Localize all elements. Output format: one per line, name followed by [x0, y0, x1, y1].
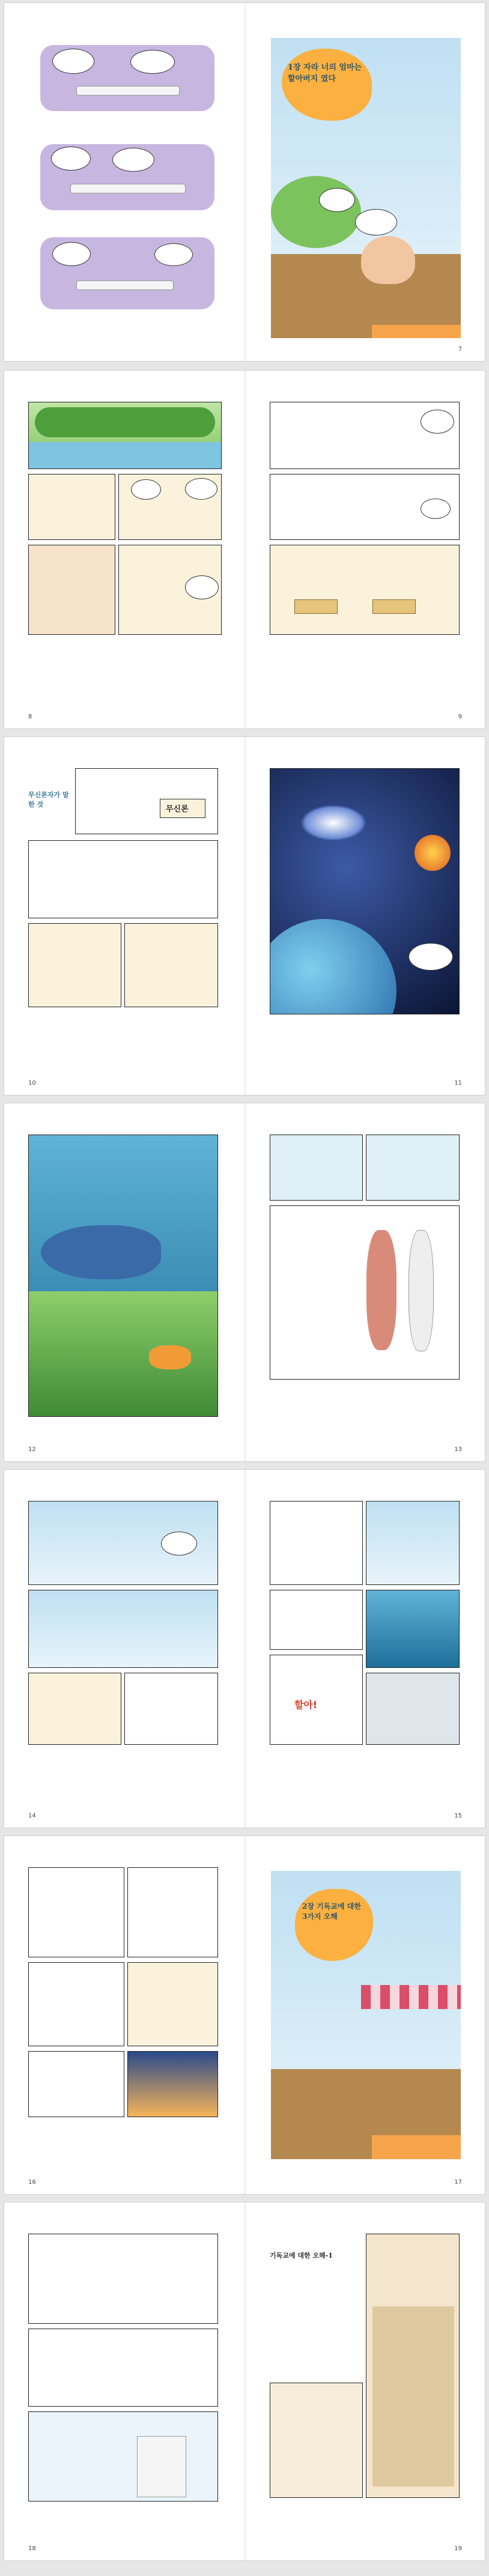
spread-5: [4, 1469, 485, 1828]
page-number: 10: [28, 1080, 36, 1086]
lake: [29, 442, 222, 469]
page-number: 11: [454, 1080, 462, 1086]
page-15: [246, 1470, 486, 1828]
speech-bubble: [319, 188, 355, 212]
panel-ocean-whale: [28, 1135, 218, 1417]
sun: [415, 835, 451, 871]
page-10: [4, 737, 244, 1095]
grandparents-figure: [361, 236, 415, 284]
page-8: [4, 371, 244, 729]
spread-7: [4, 2202, 485, 2561]
speech-bubble: [154, 243, 193, 266]
panel-talk-1: [28, 2234, 218, 2324]
speech-bubble: [52, 49, 94, 74]
panel-benches-2: [40, 144, 214, 210]
page-9: [246, 371, 486, 729]
page-18: [4, 2202, 244, 2560]
chapter-title-badge: [295, 1889, 373, 1961]
spread-6: [4, 1835, 485, 2195]
page-number: 9: [458, 714, 462, 720]
animal-figure: [76, 86, 180, 95]
sign: [294, 599, 338, 614]
speech-bubble: [409, 943, 453, 971]
section-title: 기독교에 대한 오해-1: [270, 2252, 333, 2259]
speech-bubble: [130, 50, 175, 74]
chapter-title: 2장 기독교에 대한 3가지 오해: [302, 1902, 361, 1921]
panel-boy-4: [127, 1962, 218, 2046]
page-7: [246, 3, 486, 361]
page-number: 7: [458, 346, 462, 353]
page-number: 19: [454, 2545, 462, 2552]
speech-bubble: [131, 479, 161, 500]
page-12: [4, 1103, 244, 1461]
spread-2: [4, 370, 485, 729]
chapter-opener-panel: [271, 38, 461, 338]
panel-boy-2: [127, 1867, 218, 1957]
panel-ship-1: [270, 1501, 363, 1585]
sign: [372, 599, 416, 614]
bench: [70, 184, 186, 193]
page-19: [246, 2202, 486, 2560]
anatomy-figure: [366, 1230, 396, 1350]
panel-explosion: [124, 1673, 218, 1745]
panel-thinking: [270, 1590, 363, 1650]
panel-debate-1: [28, 923, 121, 1007]
panel-boy-1: [28, 1867, 124, 1957]
panel-fish: [28, 1673, 121, 1745]
panel-old-men: [270, 2383, 363, 2498]
earth: [270, 919, 396, 1014]
spread-3: [4, 736, 485, 1096]
panel-family: [28, 545, 115, 635]
page-14: [4, 1470, 244, 1828]
panel-old-man: [28, 1590, 218, 1668]
section-title: 무신론자가 말한 것: [28, 791, 69, 808]
exclaim-text: 할아!: [294, 1699, 318, 1711]
speech-bubble: [421, 499, 451, 519]
speech-bubble: [51, 147, 91, 171]
spread-4: [4, 1103, 485, 1462]
panel-boy-5: [28, 2051, 124, 2117]
panel-man-glasses: [118, 545, 222, 635]
panel-kids-talk: [270, 402, 460, 469]
speech-bubble: [355, 209, 397, 235]
panel-silhouette: [127, 2051, 218, 2117]
panel-benches-1: [40, 45, 214, 111]
chapter-title: 1장 자라 너의 엄마는 할아버지 였다: [288, 63, 362, 83]
panel-kids-teacher: [28, 840, 218, 918]
panel-lab-2: [366, 1135, 460, 1201]
page-number: 17: [454, 2179, 462, 2186]
panel-ship-2: [366, 1501, 460, 1585]
panel-talk-2: [28, 2329, 218, 2407]
crowd: [372, 2306, 454, 2487]
page-number: 13: [454, 1446, 462, 1453]
chapter2-opener-panel: [271, 1871, 461, 2159]
panel-church: [28, 2411, 218, 2502]
speech-bubble: [161, 1532, 197, 1556]
panel-exclaim: [270, 1655, 363, 1745]
trees: [35, 407, 215, 437]
page-number: 8: [28, 714, 32, 720]
speech-bubble: [185, 575, 219, 599]
page-number: 16: [28, 2179, 36, 2186]
speech-bubble: [421, 410, 454, 434]
page-number: 14: [28, 1813, 36, 1819]
page-number: 15: [454, 1813, 462, 1819]
awning: [361, 1985, 461, 2009]
panel-boy-3: [28, 1962, 124, 2046]
panel-park-lake: [28, 402, 222, 469]
sign-text: 무신론: [166, 805, 189, 814]
galaxy: [300, 805, 366, 841]
chapter-banner: [372, 2135, 461, 2159]
tree: [271, 176, 361, 248]
page-number: 18: [28, 2545, 36, 2552]
page-number: 12: [28, 1446, 36, 1453]
page-16: [4, 1836, 244, 2194]
skeleton-figure: [409, 1230, 434, 1351]
speech-bubble: [185, 478, 217, 500]
church: [137, 2436, 186, 2497]
page-17: [246, 1836, 486, 2194]
speech-bubble: [52, 242, 91, 266]
page-11: [246, 737, 486, 1095]
panel-lab-1: [270, 1135, 363, 1201]
chapter-title-badge: [282, 49, 372, 121]
panel-signs: [270, 545, 460, 635]
panel-grandma: [118, 474, 222, 540]
chapter-banner: [372, 325, 461, 338]
panel-universe: [270, 768, 460, 1014]
page-13: [246, 1103, 486, 1461]
panel-kids-sky: [28, 1501, 218, 1585]
panel-girl-question: [270, 474, 460, 540]
panel-debate-2: [124, 923, 218, 1007]
whale: [41, 1225, 161, 1279]
panel-anatomy: [270, 1205, 460, 1380]
panel-atheist-sign: [75, 768, 218, 834]
page-6: [4, 3, 244, 361]
panel-underwater: [366, 1590, 460, 1668]
panel-bench-couple: [28, 474, 115, 540]
tiger: [149, 1345, 191, 1369]
panel-benches-3: [40, 237, 214, 309]
panel-ship-3: [366, 1673, 460, 1745]
spread-1: [4, 2, 485, 362]
bench: [76, 280, 174, 290]
speech-bubble: [112, 148, 154, 172]
panel-town: [366, 2234, 460, 2498]
